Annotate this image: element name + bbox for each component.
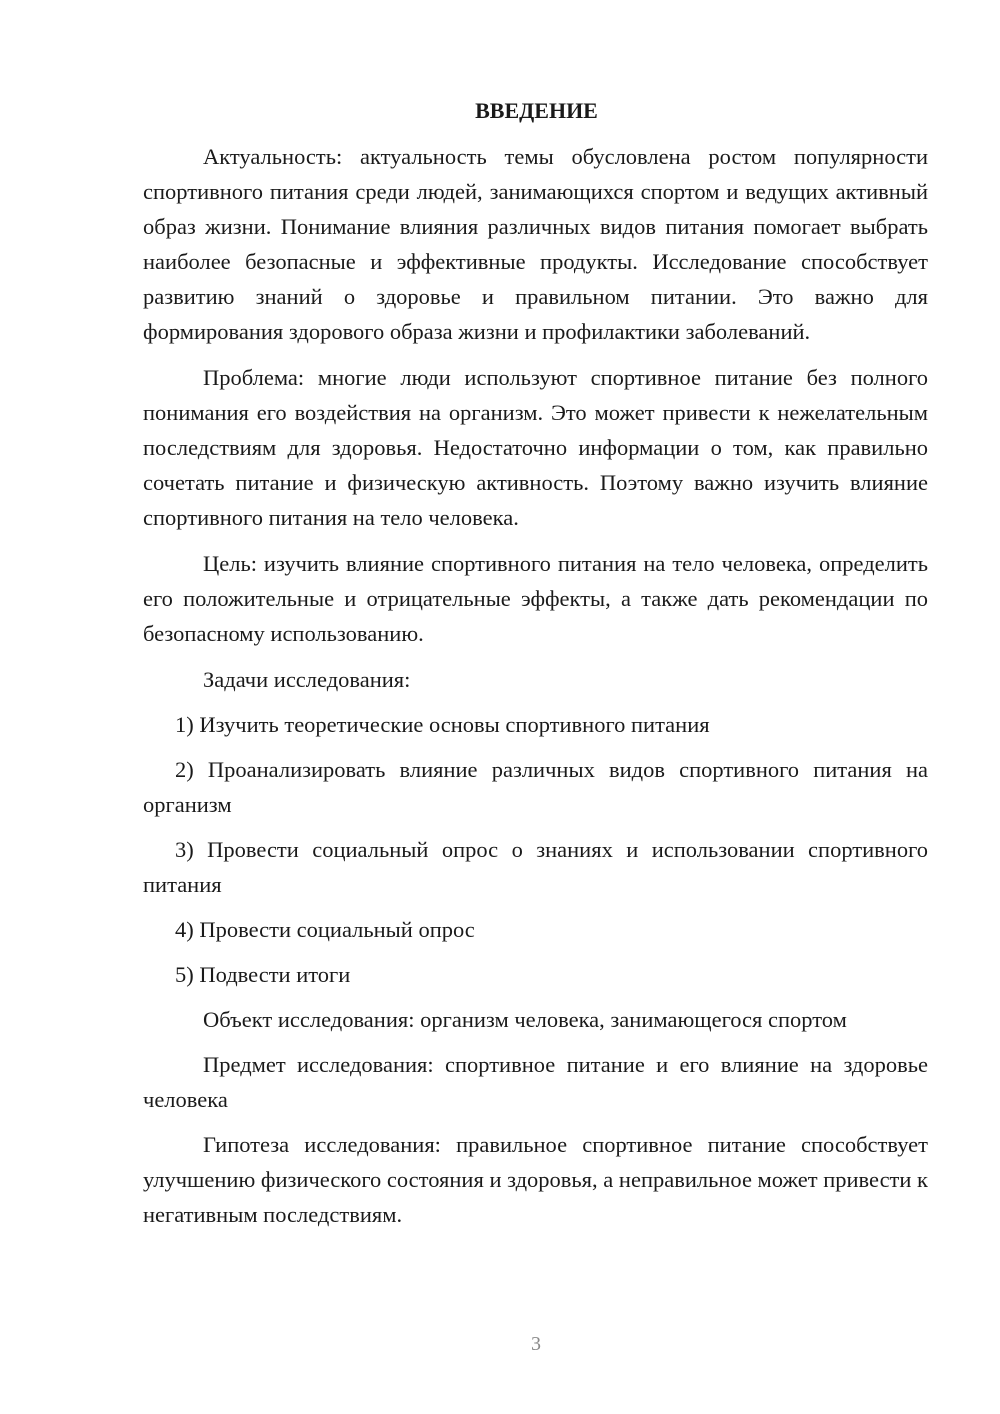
page-number: 3: [531, 1333, 541, 1355]
goal-paragraph: Цель: изучить влияние спортивного питания на тело человека, определить его положительные и отрицательные эффекты, а также дать рекомендации по безопасному использованию.: [143, 551, 928, 646]
task-item-2: 2) Проанализировать влияние различных видов спортивного питания на организм: [143, 757, 928, 817]
section-heading: ВВЕДЕНИЕ: [475, 98, 598, 123]
page-content: [143, 96, 928, 1232]
subject-paragraph: Предмет исследования: спортивное питание и его влияние на здоровье человека: [143, 1052, 928, 1112]
object-paragraph: Объект исследования: организм человека, занимающегося спортом: [203, 1007, 847, 1032]
relevance-paragraph: Актуальность: актуальность темы обусловлена ростом популярности спортивного питания среди людей, занимающихся спортом и ведущих активный образ жизни. Понимание влияния различных видов питания помогает выбрать наиболее безопасные и эффективные продукты. Исследование способствует развитию знаний о здоровье и правильном питании. Это важно для формирования здорового образа жизни и профилактики заболеваний.: [143, 144, 928, 344]
tasks-title: Задачи исследования:: [203, 667, 411, 692]
hypothesis-paragraph: Гипотеза исследования: правильное спортивное питание способствует улучшению физического состояния и здоровья, а неправильное может привести к негативным последствиям.: [143, 1132, 928, 1227]
task-item-4: 4) Провести социальный опрос: [175, 917, 475, 942]
task-item-1: 1) Изучить теоретические основы спортивного питания: [175, 712, 710, 737]
task-item-3: 3) Провести социальный опрос о знаниях и использовании спортивного питания: [143, 837, 928, 897]
problem-paragraph: Проблема: многие люди используют спортивное питание без полного понимания его воздействия на организм. Это может привести к нежелательным последствиям для здоровья. Недостаточно информации о том, как правильно сочетать питание и физическую активность. Поэтому важно изучить влияние спортивного питания на тело человека.: [143, 365, 928, 530]
task-item-5: 5) Подвести итоги: [175, 962, 351, 987]
